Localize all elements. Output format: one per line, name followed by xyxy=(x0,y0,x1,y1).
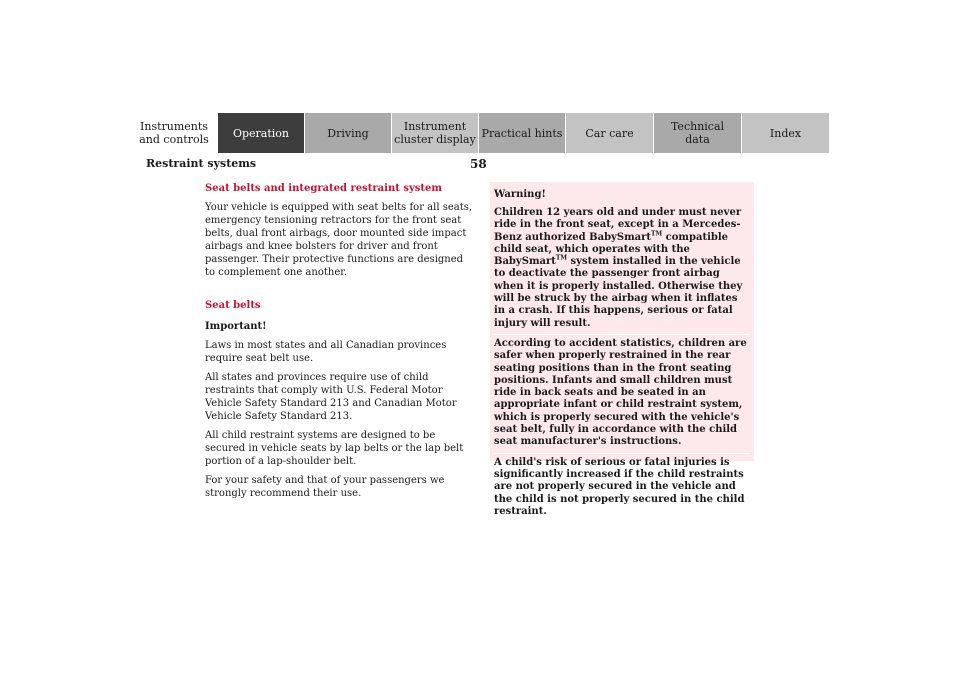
paragraph: Laws in most states and all Canadian provinces require seat belt use. xyxy=(205,340,447,364)
intro-paragraph: Your vehicle is equipped with seat belts for all seats, emergency tensioning retractors for the front seat belts, dual front airbags, door mounted side impact airbags and knee bolsters for driver and front passenger. Their protective functions are designed to complement one another. xyxy=(205,202,473,278)
warning-paragraph-children xyxy=(494,207,750,335)
warning-text: system installed in the vehicle to deactivate the passenger front airbag when it is properly installed. Otherwise they will be struck by the airbag when it inflates in a crash. If this happens, serious or fatal injury will result. xyxy=(494,256,743,329)
warning-title: Warning! xyxy=(494,189,546,200)
warning-box xyxy=(490,182,754,517)
heading-seat-belts: Seat belts xyxy=(205,300,261,311)
paragraph: All states and provinces require use of child restraints that comply with U.S. Federal Motor Vehicle Safety Standard 213 and Canadian Motor Vehicle Safety Standard 213. xyxy=(205,372,457,422)
tab-label: Instrument cluster display xyxy=(394,120,476,146)
tab-car-care[interactable] xyxy=(566,113,654,153)
chapter-navigation xyxy=(131,113,830,153)
paragraph: For your safety and that of your passengers we strongly recommend their use. xyxy=(205,475,445,499)
tab-instruments-and-controls[interactable] xyxy=(131,113,218,153)
page-number: 58 xyxy=(470,157,487,171)
warning-paragraph-risk: A child's risk of serious or fatal injuries is significantly increased if the child restraints are not properly secured in the vehicle and the child is not properly secured in the child restraint. xyxy=(494,456,745,517)
tab-label: Car care xyxy=(585,126,634,140)
tab-label: Index xyxy=(769,126,802,140)
paragraph: All child restraint systems are designed to be secured in vehicle seats by lap belts or the lap belt portion of a lap-shoulder belt. xyxy=(205,430,464,467)
tab-operation[interactable] xyxy=(218,113,305,153)
tab-driving[interactable] xyxy=(305,113,392,153)
important-label: Important! xyxy=(205,321,267,332)
tab-index[interactable] xyxy=(742,113,830,153)
tab-label: Instruments and controls xyxy=(139,120,209,146)
tab-technical-data[interactable] xyxy=(654,113,742,153)
warning-text: Children 12 years old and under must never ride in the front seat, except in a Mercedes-Benz authorized BabySmart xyxy=(494,207,742,243)
tab-label: Driving xyxy=(327,126,369,140)
section-header: Restraint systems xyxy=(146,157,257,170)
heading-seat-belts-restraint-system: Seat belts and integrated restraint system xyxy=(205,183,442,194)
main-text-column xyxy=(205,182,475,506)
tab-practical-hints[interactable] xyxy=(479,113,566,153)
tab-instrument-cluster-display[interactable] xyxy=(392,113,479,153)
warning-paragraph-statistics: According to accident statistics, children are safer when properly restrained in the rear seating positions than in the front seating positions. Infants and small children must ride in back seats and be seated in an appropriate infant or child restraint system, which is properly secured with the vehicle's seat belt, fully in accordance with the child seat manufacturer's instructions. xyxy=(494,335,750,454)
warning-text: compatible child seat, which operates with the BabySmart xyxy=(494,231,729,268)
tab-label: Operation xyxy=(232,126,290,140)
tab-label: Technical data xyxy=(670,120,725,146)
tab-label: Practical hints xyxy=(481,126,563,140)
trademark-symbol: TM xyxy=(651,230,663,238)
trademark-symbol: TM xyxy=(555,254,568,262)
